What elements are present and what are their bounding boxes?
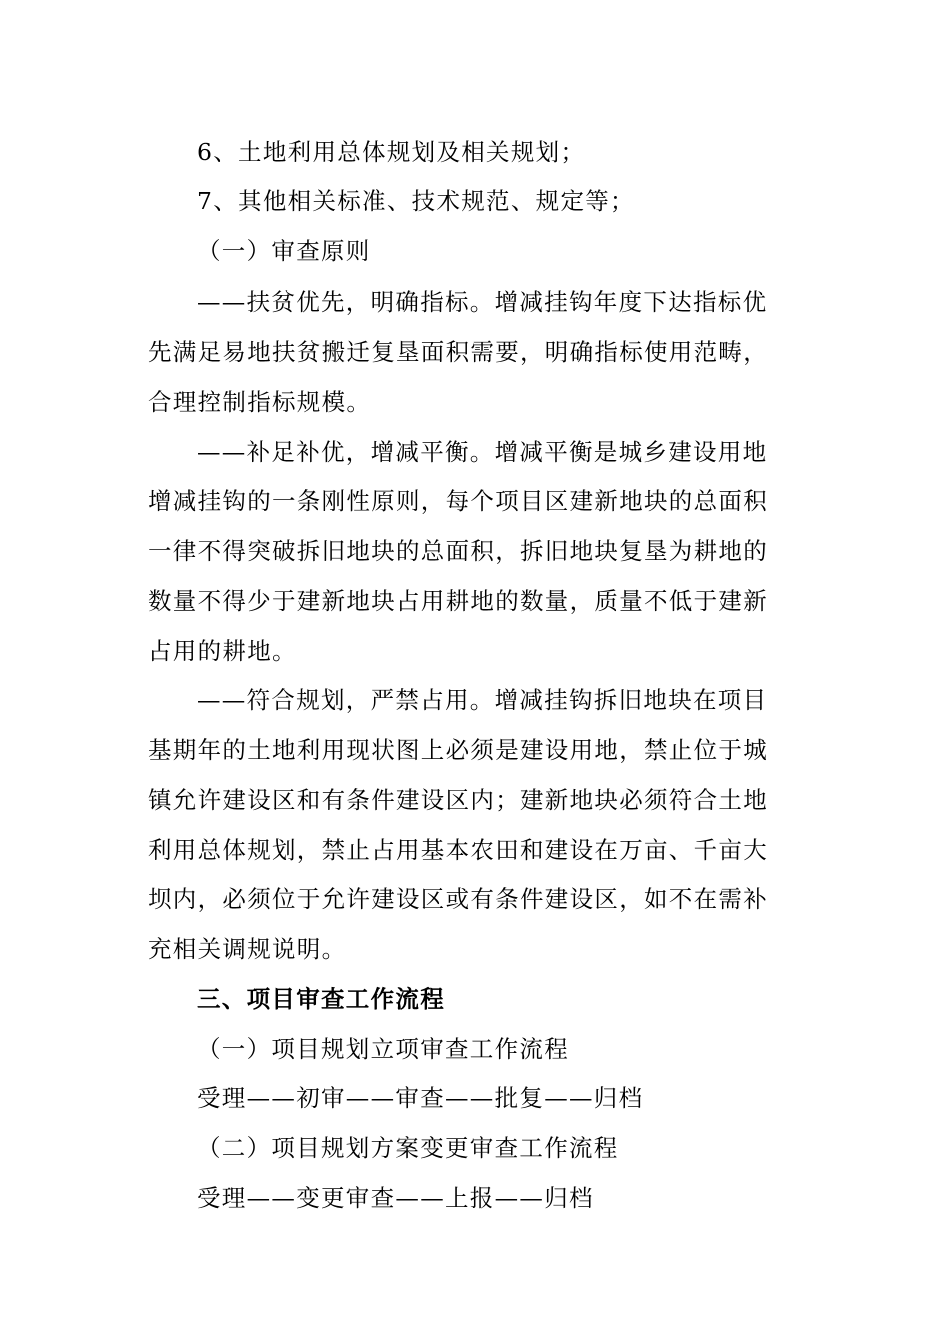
paragraph-line: ——符合规划，严禁占用。增减挂钩拆旧地块在项目: [197, 686, 768, 714]
workflow-steps-change: 受理——变更审查——上报——归档: [197, 1184, 594, 1212]
section-heading-review-principles: （一）审查原则: [197, 237, 371, 265]
workflow-steps-approval: 受理——初审——审查——批复——归档: [197, 1084, 644, 1112]
paragraph-line: 利用总体规划，禁止占用基本农田和建设在万亩、千亩大: [148, 836, 768, 864]
list-item-7: 7、其他相关标准、技术规范、规定等；: [197, 187, 635, 215]
subsection-heading-plan-change: （二）项目规划方案变更审查工作流程: [197, 1134, 619, 1162]
paragraph-line: 镇允许建设区和有条件建设区内；建新地块必须符合土地: [148, 786, 768, 814]
paragraph-line: ——扶贫优先，明确指标。增减挂钩年度下达指标优: [197, 288, 768, 316]
section-heading-workflow: 三、项目审查工作流程: [197, 985, 445, 1013]
list-item-6: 6、土地利用总体规划及相关规划；: [197, 138, 586, 166]
paragraph-line: 充相关调规说明。: [148, 935, 347, 963]
paragraph-line: 一律不得突破拆旧地块的总面积，拆旧地块复垦为耕地的: [148, 537, 768, 565]
paragraph-line: 合理控制指标规模。: [148, 388, 372, 416]
paragraph-line: 数量不得少于建新地块占用耕地的数量，质量不低于建新: [148, 587, 768, 615]
paragraph-line: 基期年的土地利用现状图上必须是建设用地，禁止位于城: [148, 736, 768, 764]
paragraph-line: 先满足易地扶贫搬迁复垦面积需要，明确指标使用范畴，: [148, 338, 768, 366]
subsection-heading-project-approval: （一）项目规划立项审查工作流程: [197, 1035, 569, 1063]
paragraph-line: 坝内，必须位于允许建设区或有条件建设区，如不在需补: [148, 885, 768, 913]
paragraph-line: 增减挂钩的一条刚性原则，每个项目区建新地块的总面积: [148, 487, 768, 515]
paragraph-line: 占用的耕地。: [148, 637, 297, 665]
paragraph-line: ——补足补优，增减平衡。增减平衡是城乡建设用地: [197, 438, 768, 466]
